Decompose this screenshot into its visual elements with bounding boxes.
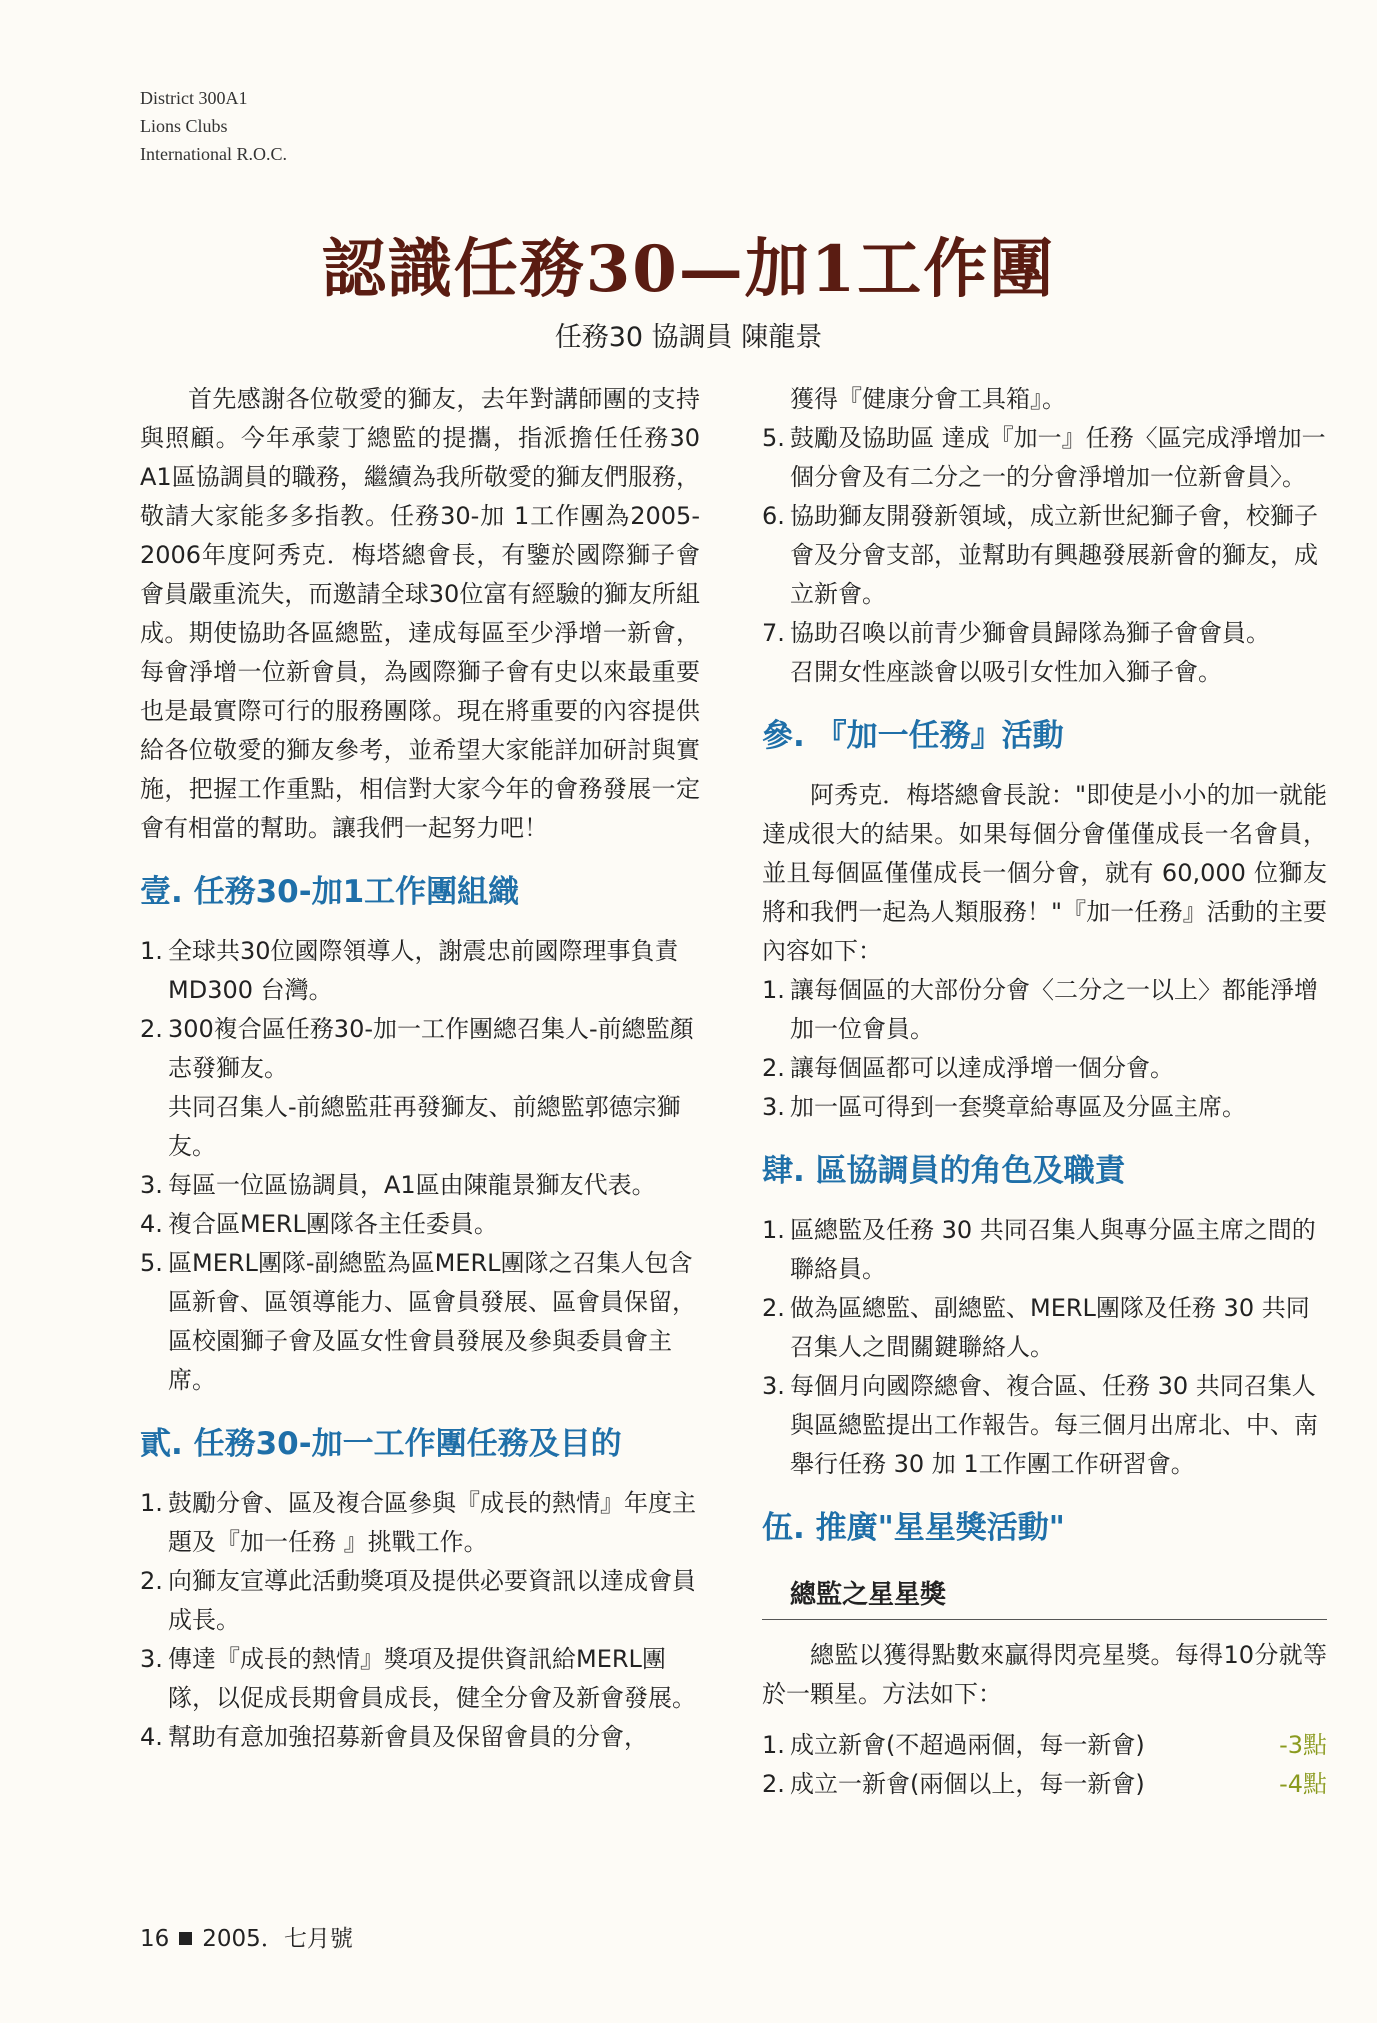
section-3-heading: 參. 『加一任務』活動 bbox=[762, 718, 1064, 754]
section-1-list bbox=[140, 932, 700, 1400]
list-item: 4. 複合區MERL團隊各主任委員。 bbox=[140, 1210, 498, 1238]
list-item: 2. 向獅友宣導此活動獎項及提供必要資訊以達成會員成長。 bbox=[140, 1567, 696, 1634]
list-item: 3. 每個月向國際總會、複合區、任務 30 共同召集人與區總監提出工作報告。每三個月出席北、中、南舉行任務 30 加 1工作團工作研習會。 bbox=[762, 1372, 1318, 1478]
section-3-intro: 阿秀克．梅塔總會長說："即使是小小的加一就能達成很大的結果。如果每個分會僅僅成長一名會員，並且每個區僅僅成長一個分會，就有 60,000 位獅友將和我們一起為人類服務！"『加一任務』活動的主要內容如下： bbox=[762, 781, 1327, 965]
list-item: 1. 讓每個區的大部份分會〈二分之一以上〉都能淨增加一位會員。 bbox=[762, 976, 1318, 1043]
square-bullet-icon bbox=[179, 1932, 192, 1945]
section-4-list bbox=[762, 1211, 1327, 1484]
list-item: 2. 做為區總監、副總監、MERL團隊及任務 30 共同召集人之間關鍵聯絡人。 bbox=[762, 1294, 1310, 1361]
district-header bbox=[140, 84, 287, 168]
list-item: 2. 成立一新會(兩個以上，每一新會) -4點 bbox=[762, 1765, 1327, 1804]
list-item: 3. 加一區可得到一套獎章給專區及分區主席。 bbox=[762, 1093, 1246, 1121]
left-column bbox=[140, 380, 700, 1757]
list-item: 7. 協助召喚以前青少獅會員歸隊為獅子會會員。 bbox=[762, 619, 1270, 647]
list-item: 4. 幫助有意加強招募新會員及保留會員的分會， bbox=[140, 1723, 648, 1751]
page-footer bbox=[140, 1920, 353, 1953]
list-item: 1. 區總監及任務 30 共同召集人與專分區主席之間的聯絡員。 bbox=[762, 1216, 1316, 1283]
points-value: -3點 bbox=[1279, 1731, 1327, 1759]
section-2-heading: 貳. 任務30-加一工作團任務及目的 bbox=[140, 1426, 622, 1462]
list-item: 5. 區MERL團隊-副總監為區MERL團隊之召集人包含區新會、區領導能力、區會員發展、區會員保留，區校園獅子會及區女性會員發展及參與委員會主席。 bbox=[140, 1249, 696, 1394]
article-byline: 任務30 協調員 陳龍景 bbox=[554, 322, 823, 353]
list-item: 2. 讓每個區都可以達成淨增一個分會。 bbox=[762, 1054, 1174, 1082]
list-item: 3. 傳達『成長的熱情』獎項及提供資訊給MERL團隊，以促成長期會員成長，健全分會及新會發展。 bbox=[140, 1645, 696, 1712]
right-column bbox=[762, 380, 1327, 1804]
intro-paragraph: 首先感謝各位敬愛的獅友，去年對講師團的支持與照顧。今年承蒙丁總監的提攜，指派擔任任務30 A1區協調員的職務，繼續為我所敬愛的獅友們服務，敬請大家能多多指教。任務30-加 1工作團為2005-2006年度阿秀克．梅塔總會長，有鑒於國際獅子會會員嚴重流失，而邀請全球30位富有經驗的獅友所組成。期使協助各區總監，達成每區至少淨增一新會，每會淨增一位新會員，為國際獅子會有史以來最重要也是最實際可行的服務團隊。現在將重要的內容提供給各位敬愛的獅友參考，並希望大家能詳加研討與實施，把握工作重點，相信對大家今年的會務發展一定會有相當的幫助。讓我們一起努力吧！ bbox=[140, 385, 700, 842]
article-title: 認識任務30—加1工作團 bbox=[321, 232, 1056, 307]
list-item: 5. 鼓勵及協助區 達成『加一』任務〈區完成淨增加一個分會及有二分之一的分會淨增加一位新會員〉。 bbox=[762, 424, 1326, 491]
list-item: 共同召集人-前總監莊再發獅友、前總監郭德宗獅友。 bbox=[168, 1093, 681, 1160]
page-number: 16 bbox=[140, 1926, 170, 1952]
header-line-1: District 300A1 bbox=[140, 88, 248, 108]
section-1-heading: 壹. 任務30-加1工作團組織 bbox=[140, 874, 520, 910]
list-item: 1. 成立新會(不超過兩個，每一新會) -3點 bbox=[762, 1726, 1327, 1765]
header-line-2: Lions Clubs bbox=[140, 116, 228, 136]
section-2-extra: 召開女性座談會以吸引女性加入獅子會。 bbox=[790, 658, 1222, 686]
points-value: -4點 bbox=[1279, 1770, 1327, 1798]
section-5-intro: 總監以獲得點數來贏得閃亮星獎。每得10分就等於一顆星。方法如下： bbox=[762, 1641, 1327, 1708]
section-4-heading: 肆. 區協調員的角色及職責 bbox=[762, 1153, 1126, 1189]
list-item: 2. 300複合區任務30-加一工作團總召集人-前總監顏志發獅友。 bbox=[140, 1015, 694, 1082]
section-2-list-continued bbox=[762, 419, 1327, 653]
list-item: 1. 全球共30位國際領導人，謝震忠前國際理事負責MD300 台灣。 bbox=[140, 937, 679, 1004]
list-item: 1. 鼓勵分會、區及複合區參與『成長的熱情』年度主題及『加一任務 』挑戰工作。 bbox=[140, 1489, 696, 1556]
header-line-3: International R.O.C. bbox=[140, 144, 287, 164]
issue-label: 2005．七月號 bbox=[202, 1926, 353, 1952]
list-item: 3. 每區一位區協調員，A1區由陳龍景獅友代表。 bbox=[140, 1171, 656, 1199]
section-5-list bbox=[762, 1726, 1327, 1804]
section-3-list bbox=[762, 971, 1327, 1127]
list-item: 6. 協助獅友開發新領域，成立新世紀獅子會，校獅子會及分會支部，並幫助有興趣發展新會的獅友，成立新會。 bbox=[762, 502, 1318, 608]
section-2-list bbox=[140, 1484, 700, 1757]
list-item-continuation: 獲得『健康分會工具箱』。 bbox=[790, 385, 1066, 413]
section-5-heading: 伍. 推廣"星星獎活動" bbox=[762, 1510, 1065, 1546]
section-5-subheading: 總監之星星獎 bbox=[762, 1576, 1327, 1620]
